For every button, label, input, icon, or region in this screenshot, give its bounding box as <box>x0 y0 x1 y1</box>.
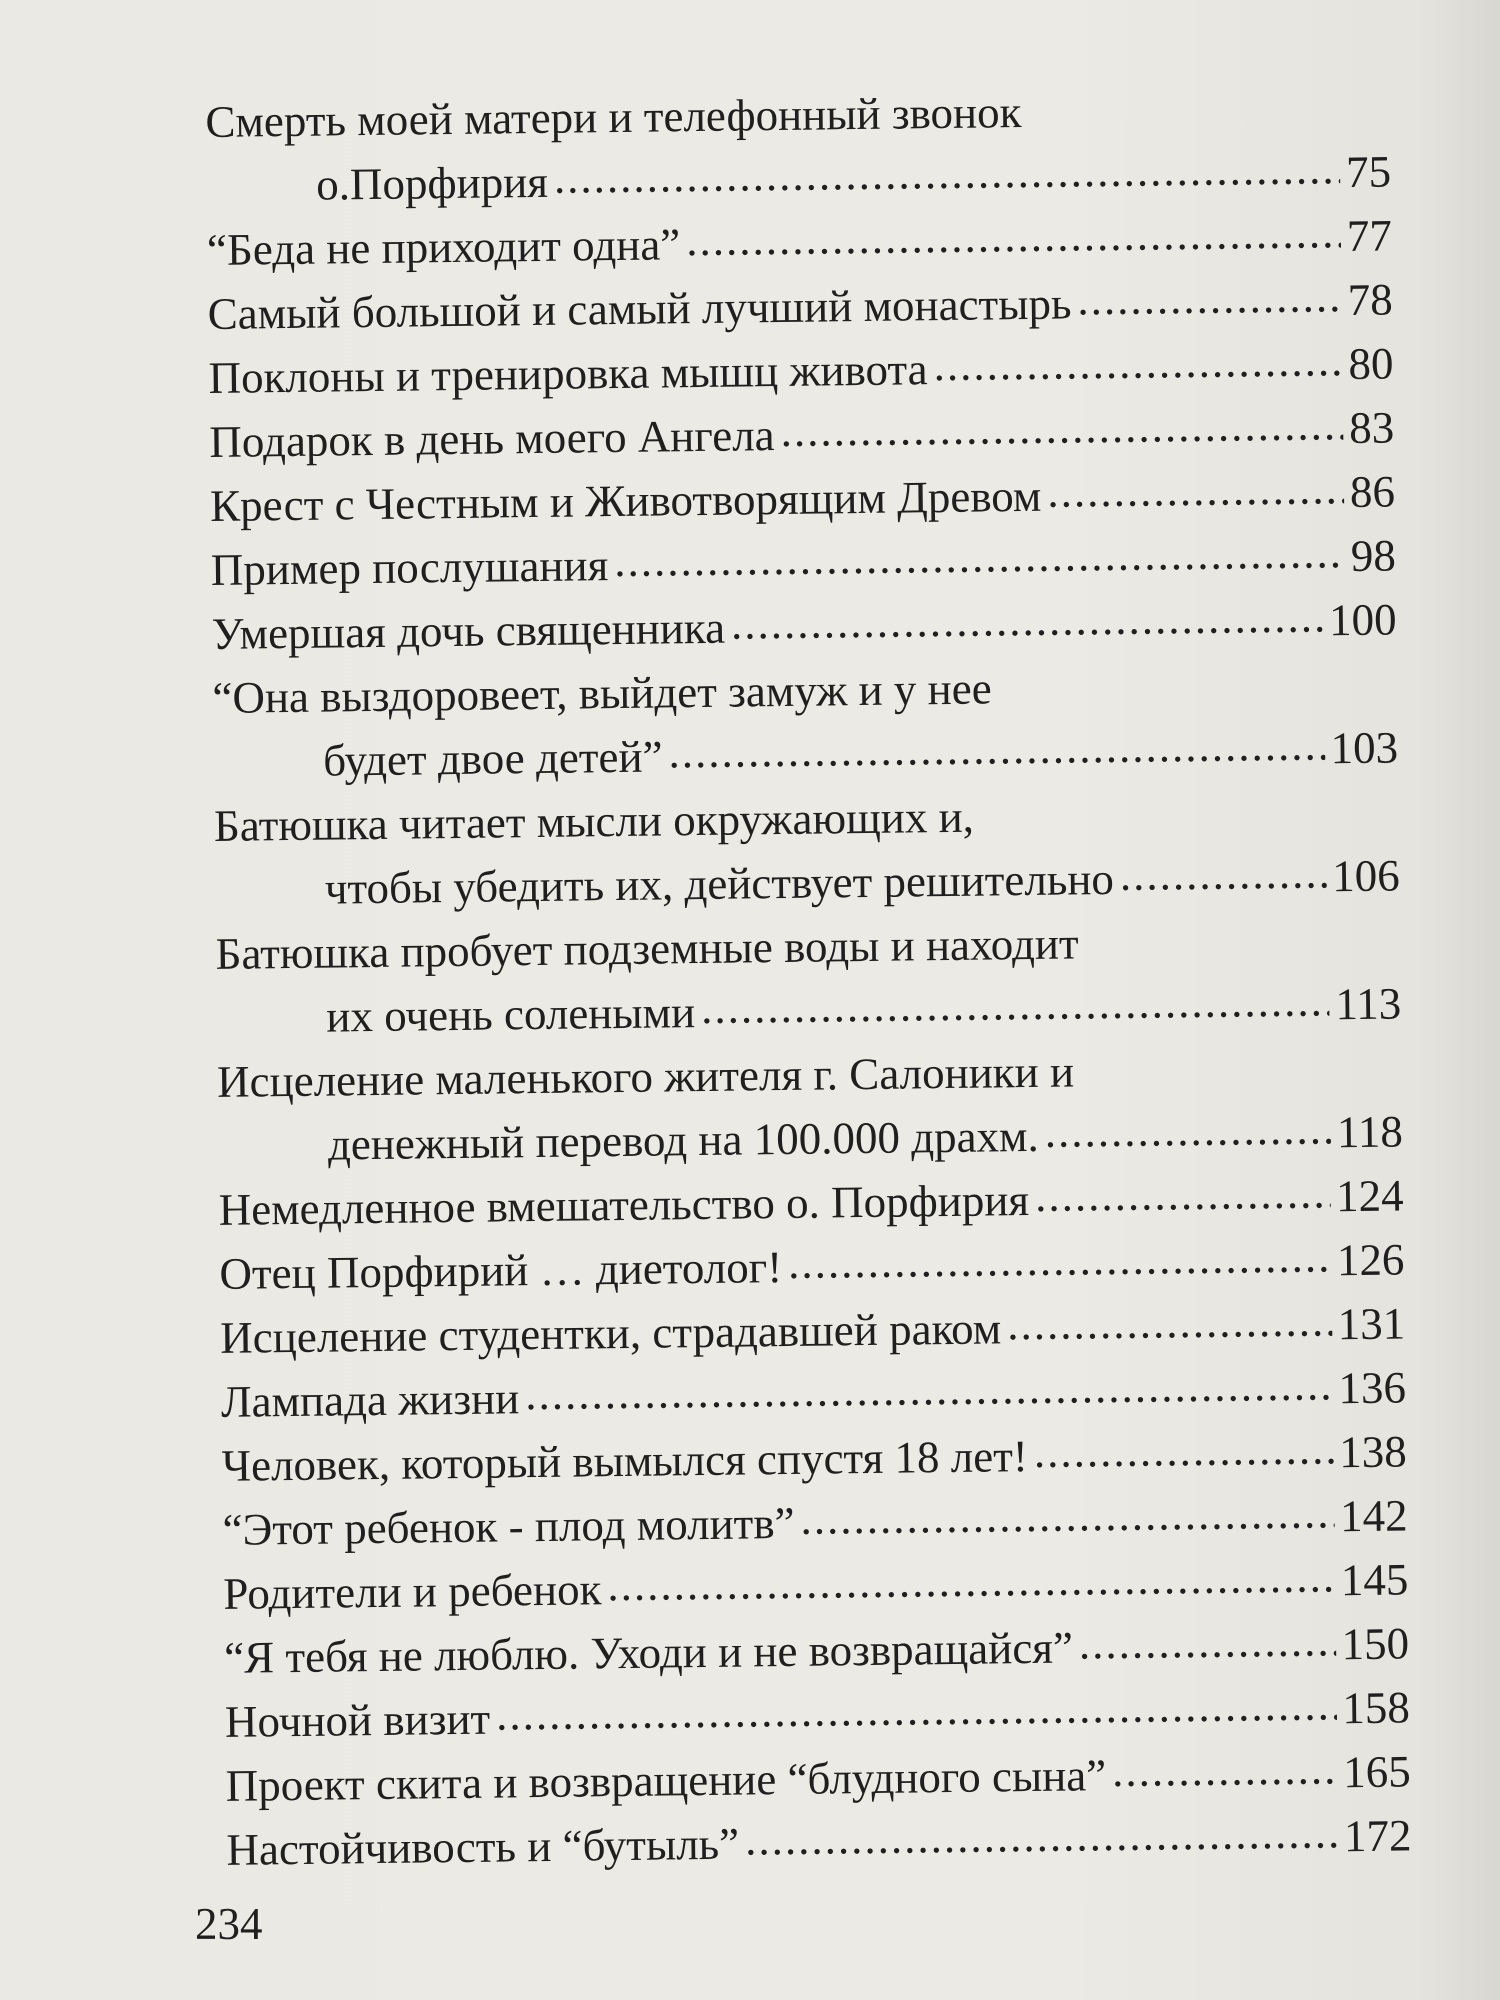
toc-entry-title: Проект скита и возвращение “блудного сына” <box>225 1750 1107 1811</box>
toc-entry-title: Ночной визит <box>224 1693 491 1747</box>
leader-dots <box>686 200 1341 272</box>
toc-entry-page: 78 <box>1347 274 1393 326</box>
toc-entry-title: Батюшка читает мысли окружающих и, <box>213 791 975 851</box>
toc-entry <box>212 651 1398 793</box>
leader-dots <box>1035 1160 1331 1228</box>
leader-dots <box>496 1672 1337 1746</box>
leader-dots <box>614 520 1345 593</box>
leader-dots <box>525 1352 1333 1426</box>
page-edge-shadow <box>1420 0 1500 2000</box>
toc-entry-title: “Я тебя не люблю. Уходи и не возвращайся” <box>223 1622 1074 1683</box>
leader-dots <box>788 1224 1332 1295</box>
leader-dots <box>1078 1608 1335 1675</box>
leader-dots <box>607 1544 1335 1617</box>
toc-entry-title: Исцеление маленького жителя г. Салоники и <box>216 1046 1075 1107</box>
toc-entry-page: 86 <box>1349 466 1396 518</box>
toc-entry-page: 118 <box>1336 1106 1404 1158</box>
toc-entry-title: Лампада жизни <box>220 1373 520 1427</box>
toc-entry-page: 142 <box>1339 1490 1408 1542</box>
table-of-contents <box>205 76 1412 1882</box>
leader-dots <box>1044 1096 1331 1163</box>
leader-dots <box>800 1480 1334 1551</box>
toc-entry-title-cont: о.Порфирия <box>315 156 549 210</box>
toc-entry-page: 138 <box>1338 1426 1408 1478</box>
toc-entry-title: Умершая дочь священника <box>211 602 726 659</box>
toc-entry-page: 113 <box>1335 978 1402 1030</box>
toc-entry-title-cont: будет двое детей” <box>322 731 663 786</box>
toc-entry-title: Поклоны и тренировка мышц живота <box>208 344 928 403</box>
toc-entry-title: “Беда не приходит одна” <box>206 219 681 275</box>
toc-entry-title: Родители и ребенок <box>223 1564 602 1619</box>
toc-entry-page: 172 <box>1343 1810 1412 1862</box>
toc-entry-title: Исцеление студентки, страдавшей раком <box>219 1303 1002 1363</box>
toc-entry-title: Настойчивость и “бутыль” <box>226 1818 740 1875</box>
toc-entry-title: Крест с Честным и Животворящим Древом <box>209 470 1042 531</box>
toc-entry-title: Смерть моей матери и телефонный звонок <box>205 87 1022 147</box>
leader-dots <box>731 584 1324 655</box>
toc-entry-title: Подарок в день моего Ангела <box>208 410 775 467</box>
toc-entry-page: 100 <box>1328 594 1397 646</box>
toc-entry-page: 106 <box>1331 850 1400 902</box>
toc-entry <box>226 1803 1412 1881</box>
toc-entry-title-cont: их очень солеными <box>326 987 696 1042</box>
toc-entry-page: 83 <box>1348 402 1395 454</box>
toc-entry-title: Самый большой и самый лучший монастырь <box>207 278 1072 339</box>
toc-entry-title: Отец Порфирий … диетолог! <box>219 1242 783 1299</box>
page-number: 234 <box>195 1899 263 1949</box>
toc-entry-page: 77 <box>1346 210 1393 262</box>
leader-dots <box>780 392 1343 463</box>
leader-dots <box>1007 1288 1332 1356</box>
toc-entry-title: Человек, который вымылся спустя 18 лет! <box>221 1431 1029 1491</box>
leader-dots <box>1077 264 1342 331</box>
toc-entry-page: 150 <box>1341 1618 1410 1670</box>
toc-entry-title: Немедленное вмешательство о. Порфирия <box>218 1175 1030 1235</box>
toc-entry-page: 136 <box>1338 1362 1407 1414</box>
leader-dots <box>1047 456 1344 524</box>
toc-entry-title: “Она выздоровеет, выйдет замуж и у нее <box>212 663 992 723</box>
toc-entry-title-cont: чтобы убедить их, действует решительно <box>324 853 1115 914</box>
toc-entry-page: 126 <box>1336 1234 1405 1286</box>
toc-entry-page: 145 <box>1340 1554 1409 1606</box>
toc-entry-page: 80 <box>1348 338 1394 390</box>
leader-dots <box>701 968 1330 1040</box>
toc-entry-title: Батюшка пробует подземные воды и находит <box>215 918 1079 979</box>
leader-dots <box>1119 840 1326 907</box>
leader-dots <box>745 1800 1339 1871</box>
leader-dots <box>668 712 1325 784</box>
toc-entry-page: 124 <box>1335 1170 1404 1222</box>
toc-entry-page: 103 <box>1330 722 1399 774</box>
toc-entry-page: 165 <box>1342 1746 1411 1798</box>
toc-entry-title: Пример послушания <box>210 540 609 595</box>
toc-entry <box>205 76 1391 218</box>
toc-entry <box>214 779 1400 921</box>
leader-dots <box>1033 1416 1333 1484</box>
toc-entry <box>215 907 1401 1049</box>
leader-dots <box>553 136 1340 210</box>
toc-entry-page: 158 <box>1342 1682 1411 1734</box>
toc-entry-title-cont: денежный перевод на 100.000 драхм. <box>327 1110 1040 1170</box>
toc-entry-page: 98 <box>1350 530 1397 582</box>
toc-entry-page: 131 <box>1337 1298 1406 1350</box>
toc-entry-page: 75 <box>1345 146 1392 198</box>
leader-dots <box>1112 1736 1338 1803</box>
toc-entry-title: “Этот ребенок - плод молитв” <box>222 1497 795 1555</box>
toc-entry <box>217 1035 1403 1177</box>
leader-dots <box>933 328 1343 397</box>
